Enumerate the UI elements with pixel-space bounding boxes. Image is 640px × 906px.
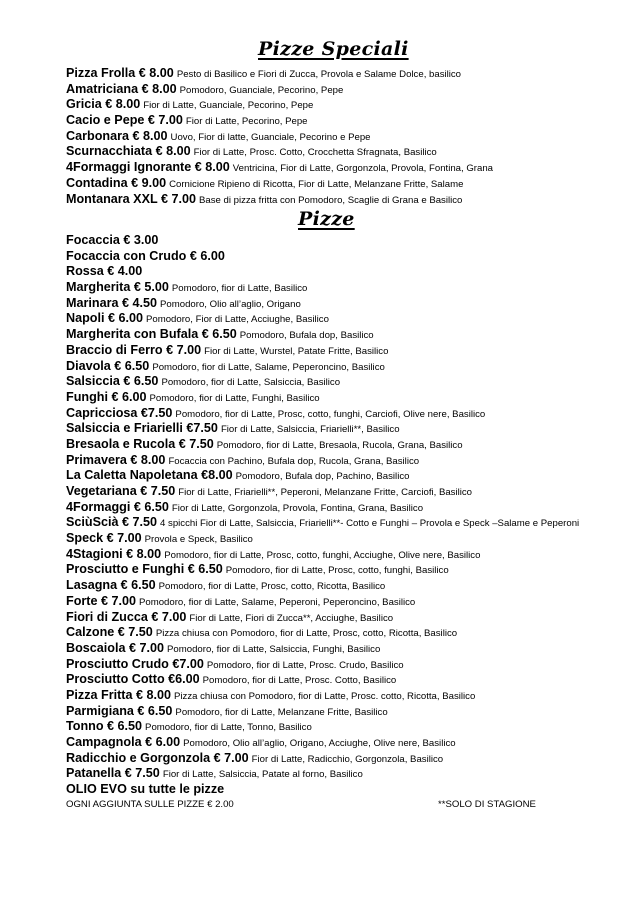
- menu-item: [66, 191, 493, 207]
- menu-item-ingredients: Pomodoro, fior di Latte, Bresaola, Rucola, Grana, Basilico: [216, 439, 463, 451]
- menu-item: [66, 467, 579, 483]
- menu-item-ingredients: Pomodoro, fior di Latte, Prosc, cotto, funghi, Acciughe, Olive nere, Basilico: [164, 549, 481, 561]
- menu-item: [66, 248, 579, 264]
- menu-item: [66, 96, 493, 112]
- menu-item-ingredients: Fior di Latte, Guanciale, Pecorino, Pepe: [143, 100, 314, 112]
- menu-item-name-price: Cacio e Pepe € 7.00: [66, 113, 183, 128]
- menu-item-ingredients: Fior di Latte, Pecorino, Pepe: [185, 116, 308, 128]
- menu-item-name-price: Montanara XXL € 7.00: [66, 191, 196, 206]
- menu-item-name-price: Focaccia € 3.00: [66, 233, 159, 247]
- aggiunta-note: OGNI AGGIUNTA SULLE PIZZE € 2.00: [66, 799, 234, 810]
- menu-item: [66, 577, 579, 593]
- menu-item-ingredients: Fior di Latte, Radicchio, Gorgonzola, Basilico: [251, 753, 444, 765]
- menu-item-ingredients: Pomodoro, Guanciale, Pecorino, Pepe: [179, 84, 344, 96]
- menu-item-name-price: Carbonara € 8.00: [66, 128, 168, 143]
- menu-item-name-price: Boscaiola € 7.00: [66, 640, 165, 655]
- menu-item-name-price: Lasagna € 6.50: [66, 578, 156, 593]
- menu-item-name-price: Contadina € 9.00: [66, 175, 167, 190]
- menu-item-name-price: Rossa € 4.00: [66, 264, 143, 279]
- menu-item-ingredients: Base di pizza fritta con Pomodoro, Scaglie di Grana e Basilico: [198, 194, 463, 206]
- menu-item-ingredients: Pomodoro, fior di Latte, Melanzane Fritte, Basilico: [175, 706, 388, 718]
- menu-item-name-price: Prosciutto e Funghi € 6.50: [66, 562, 223, 577]
- menu-item-name-price: Napoli € 6.00: [66, 311, 143, 326]
- menu-item-ingredients: Fior di Latte, Fiori di Zucca**, Acciughe, Basilico: [189, 612, 394, 624]
- menu-item-ingredients: Pomodoro, fior di Latte, Funghi, Basilico: [149, 392, 320, 404]
- menu-item-ingredients: Fior di Latte, Gorgonzola, Provola, Fontina, Grana, Basilico: [171, 502, 424, 514]
- menu-item: [66, 750, 579, 766]
- menu-item-name-price: Focaccia con Crudo € 6.00: [66, 248, 225, 263]
- menu-item-ingredients: Pomodoro, fior di Latte, Salame, Peperoni, Peperoncino, Basilico: [139, 596, 416, 608]
- menu-item-ingredients: Pomodoro, fior di Latte, Basilico: [171, 283, 308, 295]
- olio-evo-note: OLIO EVO su tutte le pizze: [66, 782, 225, 796]
- menu-item: [66, 263, 579, 279]
- menu-item-name-price: Fiori di Zucca € 7.00: [66, 609, 187, 624]
- menu-item-ingredients: Pomodoro, fior di Latte, Prosc, cotto, funghi, Carciofi, Olive nere, Basilico: [175, 408, 486, 420]
- menu-item: [66, 483, 579, 499]
- menu-item-name-price: 4Formaggi € 6.50: [66, 499, 169, 514]
- menu-item-ingredients: Fior di Latte, Friarielli**, Peperoni, Melanzane Fritte, Carciofi, Basilico: [178, 487, 473, 498]
- menu-item: [66, 640, 579, 656]
- menu-item-name-price: Forte € 7.00: [66, 593, 136, 608]
- menu-item-name-price: Salsiccia € 6.50: [66, 374, 159, 389]
- menu-item: [66, 143, 493, 159]
- menu-item: [66, 656, 579, 672]
- pizze-list: [66, 232, 579, 781]
- menu-item: [66, 373, 579, 389]
- menu-item-name-price: Bresaola e Rucola € 7.50: [66, 436, 214, 451]
- menu-item-name-price: La Caletta Napoletana €8.00: [66, 468, 233, 483]
- menu-item-ingredients: Provola e Speck, Basilico: [144, 534, 253, 546]
- menu-item-ingredients: Pomodoro, fior di Latte, Salsiccia, Basilico: [161, 377, 341, 389]
- menu-item-ingredients: Cornicione Ripieno di Ricotta, Fior di Latte, Melanzane Fritte, Salame: [169, 178, 464, 190]
- menu-item-ingredients: Pomodoro, fior di Latte, Prosc, cotto, Ricotta, Basilico: [158, 581, 386, 593]
- menu-item: [66, 561, 579, 577]
- menu-item: [66, 112, 493, 128]
- menu-item-ingredients: Pomodoro, fior di Latte, Prosc. Crudo, Basilico: [206, 659, 404, 671]
- menu-item: [66, 81, 493, 97]
- menu-item-name-price: Funghi € 6.00: [66, 389, 147, 404]
- menu-item-ingredients: Fior di Latte, Salsiccia, Patate al forno, Basilico: [162, 769, 363, 781]
- menu-item-ingredients: Fior di Latte, Salsiccia, Friarielli**, Basilico: [220, 424, 400, 436]
- menu-item: [66, 765, 579, 781]
- menu-item: [66, 232, 579, 248]
- menu-item: [66, 342, 579, 358]
- menu-item: [66, 295, 579, 311]
- menu-item-ingredients: Pomodoro, fior di Latte, Prosc, cotto, funghi, Basilico: [225, 565, 449, 577]
- menu-item-ingredients: 4 spicchi Fior di Latte, Salsiccia, Friarielli**- Cotto e Funghi – Provola e Speck –Salame e Peperoni: [160, 518, 580, 530]
- menu-item: [66, 420, 579, 436]
- menu-item: [66, 703, 579, 719]
- menu-item-name-price: Prosciutto Cotto €6.00: [66, 672, 200, 687]
- menu-item-name-price: Prosciutto Crudo €7.00: [66, 656, 204, 671]
- menu-item-name-price: Margherita con Bufala € 6.50: [66, 327, 237, 342]
- menu-item: [66, 405, 579, 421]
- menu-item: [66, 718, 579, 734]
- menu-item-name-price: Scurnacchiata € 8.00: [66, 144, 191, 159]
- menu-item-name-price: Speck € 7.00: [66, 531, 142, 546]
- menu-item: [66, 530, 579, 546]
- menu-item: [66, 499, 579, 515]
- menu-item: [66, 279, 579, 295]
- menu-item-name-price: Margherita € 5.00: [66, 280, 169, 295]
- menu-item-ingredients: Pomodoro, Olio all’aglio, Origano, Acciughe, Olive nere, Basilico: [183, 738, 456, 749]
- menu-item: [66, 436, 579, 452]
- stagione-note: **SOLO DI STAGIONE: [438, 799, 536, 810]
- menu-item: [66, 310, 579, 326]
- menu-item-name-price: Radicchio e Gorgonzola € 7.00: [66, 750, 249, 765]
- menu-item: [66, 687, 579, 703]
- section-title-pizze-speciali: Pizze Speciali: [258, 38, 409, 60]
- menu-item-name-price: Marinara € 4.50: [66, 295, 158, 310]
- pizze-speciali-list: [66, 65, 493, 206]
- menu-item-ingredients: Pomodoro, fior di Latte, Salsiccia, Funghi, Basilico: [167, 643, 381, 655]
- menu-item-name-price: Capricciosa €7.50: [66, 405, 173, 420]
- menu-item-name-price: 4Stagioni € 8.00: [66, 546, 162, 561]
- menu-item-ingredients: Pomodoro, Bufala dop, Basilico: [239, 330, 374, 342]
- menu-item-name-price: Pizza Fritta € 8.00: [66, 687, 171, 702]
- menu-item-name-price: Tonno € 6.50: [66, 719, 143, 734]
- menu-item-name-price: Primavera € 8.00: [66, 452, 166, 467]
- menu-item-ingredients: Fior di Latte, Prosc. Cotto, Crocchetta Sfragnata, Basilico: [193, 147, 437, 159]
- menu-item-ingredients: Pizza chiusa con Pomodoro, fior di Latte, Prosc. cotto, Ricotta, Basilico: [174, 690, 476, 702]
- menu-item-ingredients: Pesto di Basilico e Fiori di Zucca, Provola e Salame Dolce, basilico: [176, 69, 462, 80]
- menu-item-name-price: SciùScià € 7.50: [66, 515, 158, 530]
- menu-item-ingredients: Focaccia con Pachino, Bufala dop, Rucola, Grana, Basilico: [168, 455, 420, 467]
- menu-item: [66, 624, 579, 640]
- menu-item: [66, 514, 579, 530]
- menu-item-name-price: 4Formaggi Ignorante € 8.00: [66, 160, 230, 175]
- menu-item: [66, 128, 493, 144]
- menu-item-ingredients: Pomodoro, fior di Latte, Tonno, Basilico: [145, 722, 312, 734]
- menu-item-name-price: Braccio di Ferro € 7.00: [66, 342, 202, 357]
- menu-item-name-price: Parmigiana € 6.50: [66, 703, 173, 718]
- menu-item-name-price: Pizza Frolla € 8.00: [66, 66, 174, 80]
- menu-item: [66, 671, 579, 687]
- menu-item: [66, 358, 579, 374]
- menu-item: [66, 326, 579, 342]
- menu-item-ingredients: Pizza chiusa con Pomodoro, fior di Latte, Prosc, cotto, Ricotta, Basilico: [155, 628, 458, 640]
- menu-item-ingredients: Pomodoro, fior di Latte, Salame, Peperoncino, Basilico: [152, 361, 385, 373]
- menu-item-ingredients: Ventricina, Fior di Latte, Gorgonzola, Provola, Fontina, Grana: [232, 163, 494, 175]
- menu-item: [66, 452, 579, 468]
- menu-item-name-price: Patanella € 7.50: [66, 766, 160, 781]
- menu-item-name-price: Campagnola € 6.00: [66, 735, 181, 749]
- menu-item-ingredients: Pomodoro, Fior di Latte, Acciughe, Basilico: [146, 314, 329, 326]
- menu-item: [66, 546, 579, 562]
- section-title-pizze: Pizze: [298, 208, 355, 230]
- menu-item-name-price: Amatriciana € 8.00: [66, 81, 177, 96]
- menu-item-name-price: Vegetariana € 7.50: [66, 484, 176, 498]
- menu-item-name-price: Calzone € 7.50: [66, 625, 153, 640]
- menu-item-ingredients: Pomodoro, fior di Latte, Prosc. Cotto, Basilico: [202, 675, 397, 687]
- menu-item-name-price: Gricia € 8.00: [66, 97, 141, 112]
- menu-item-ingredients: Pomodoro, Olio all’aglio, Origano: [160, 298, 301, 310]
- menu-item: [66, 65, 493, 81]
- menu-item: [66, 389, 579, 405]
- menu-item: [66, 159, 493, 175]
- menu-item: [66, 593, 579, 609]
- menu-item: [66, 734, 579, 750]
- menu-item-ingredients: Pomodoro, Bufala dop, Pachino, Basilico: [235, 471, 410, 483]
- menu-item-ingredients: Fior di Latte, Wurstel, Patate Fritte, Basilico: [204, 345, 389, 357]
- menu-item-name-price: Diavola € 6.50: [66, 358, 150, 373]
- menu-item-name-price: Salsiccia e Friarielli €7.50: [66, 421, 218, 436]
- menu-item: [66, 609, 579, 625]
- menu-item: [66, 175, 493, 191]
- menu-item-ingredients: Uovo, Fior di latte, Guanciale, Pecorino e Pepe: [170, 131, 371, 143]
